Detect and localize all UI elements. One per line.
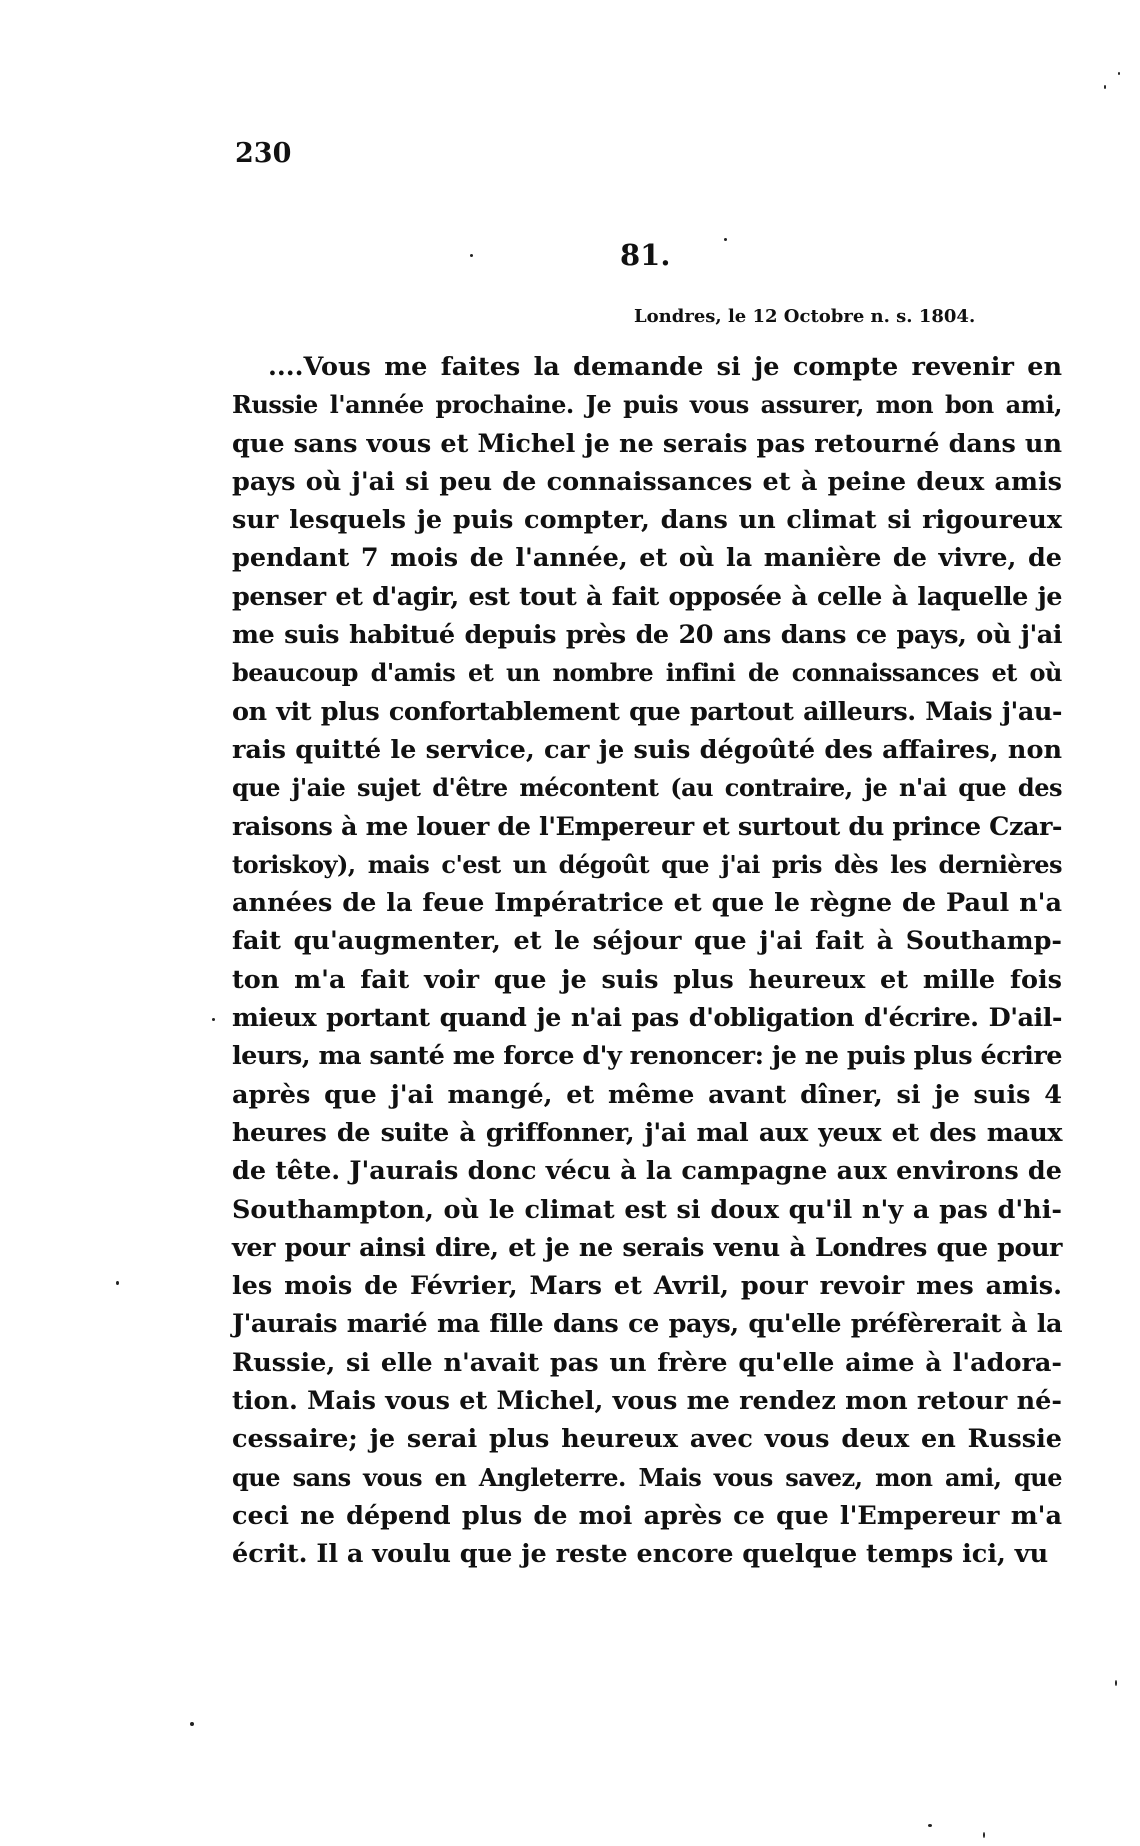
text-line: mieux portant quand je n'ai pas d'obligation d'écrire. D'ail-: [232, 1003, 1062, 1034]
text-line: J'aurais marié ma fille dans ce pays, qu'elle préfèrerait à la: [232, 1309, 1062, 1340]
text-line: pendant 7 mois de l'année, et où la manière de vivre, de: [232, 543, 1062, 574]
text-line: de tête. J'aurais donc vécu à la campagne aux environs de: [232, 1156, 1062, 1187]
text-line: sur lesquels je puis compter, dans un climat si rigoureux: [232, 505, 1062, 536]
scan-speck: [1104, 85, 1106, 89]
text-line: heures de suite à griffonner, j'ai mal aux yeux et des maux: [232, 1117, 1062, 1148]
text-line: beaucoup d'amis et un nombre infini de connaissances et où: [232, 658, 1062, 688]
text-line: toriskoy), mais c'est un dégoût que j'ai pris dès les dernières: [232, 849, 1062, 879]
scan-speck: [470, 254, 473, 257]
scan-speck: [116, 1281, 119, 1285]
letter-number: 81.: [620, 238, 671, 272]
text-line: Russie l'année prochaine. Je puis vous assurer, mon bon ami,: [232, 390, 1062, 420]
text-line: les mois de Février, Mars et Avril, pour revoir mes amis.: [232, 1271, 1062, 1302]
scan-speck: [983, 1832, 985, 1838]
text-line: pays où j'ai si peu de connaissances et à peine deux amis: [232, 466, 1062, 497]
text-line: tion. Mais vous et Michel, vous me rendez mon retour né-: [232, 1386, 1062, 1417]
text-line: ....Vous me faites la demande si je compte revenir en: [268, 352, 1062, 382]
dateline: Londres, le 12 Octobre n. s. 1804.: [634, 306, 976, 327]
page-number: 230: [235, 138, 292, 169]
letter-body: [232, 348, 1062, 1574]
text-line: que sans vous en Angleterre. Mais vous savez, mon ami, que: [232, 1462, 1062, 1492]
text-line: que sans vous et Michel je ne serais pas retourné dans un: [232, 428, 1062, 459]
scan-speck: [724, 238, 727, 241]
text-line: raisons à me louer de l'Empereur et surtout du prince Czar-: [232, 811, 1062, 842]
text-line: Russie, si elle n'avait pas un frère qu'elle aime à l'adora-: [232, 1347, 1062, 1378]
text-line: me suis habitué depuis près de 20 ans dans ce pays, où j'ai: [232, 620, 1062, 651]
text-line: Southampton, où le climat est si doux qu'il n'y a pas d'hi-: [232, 1194, 1062, 1225]
text-line: cessaire; je serai plus heureux avec vous deux en Russie: [232, 1424, 1062, 1455]
text-line: penser et d'agir, est tout à fait opposée à celle à laquelle je: [232, 581, 1062, 612]
text-line: ton m'a fait voir que je suis plus heureux et mille fois: [232, 964, 1062, 995]
text-line: leurs, ma santé me force d'y renoncer: je ne puis plus écrire: [232, 1041, 1062, 1072]
scan-speck: [1118, 72, 1120, 75]
text-line: que j'aie sujet d'être mécontent (au contraire, je n'ai que des: [232, 773, 1062, 803]
text-line: rais quitté le service, car je suis dégoûté des affaires, non: [232, 734, 1062, 765]
scan-speck: [928, 1824, 932, 1827]
text-line: années de la feue Impératrice et que le règne de Paul n'a: [232, 888, 1062, 919]
scan-speck: [212, 1018, 215, 1021]
scan-speck: [1115, 1680, 1117, 1686]
text-line: ceci ne dépend plus de moi après ce que l'Empereur m'a: [232, 1500, 1062, 1531]
text-line: on vit plus confortablement que partout ailleurs. Mais j'au-: [232, 696, 1062, 727]
text-line: écrit. Il a voulu que je reste encore quelque temps ici, vu: [232, 1539, 1049, 1570]
scan-speck: [190, 1722, 194, 1726]
text-line: ver pour ainsi dire, et je ne serais venu à Londres que pour: [232, 1232, 1062, 1263]
text-line: après que j'ai mangé, et même avant dîner, si je suis 4: [232, 1079, 1062, 1110]
text-line: fait qu'augmenter, et le séjour que j'ai fait à Southamp-: [232, 926, 1062, 957]
